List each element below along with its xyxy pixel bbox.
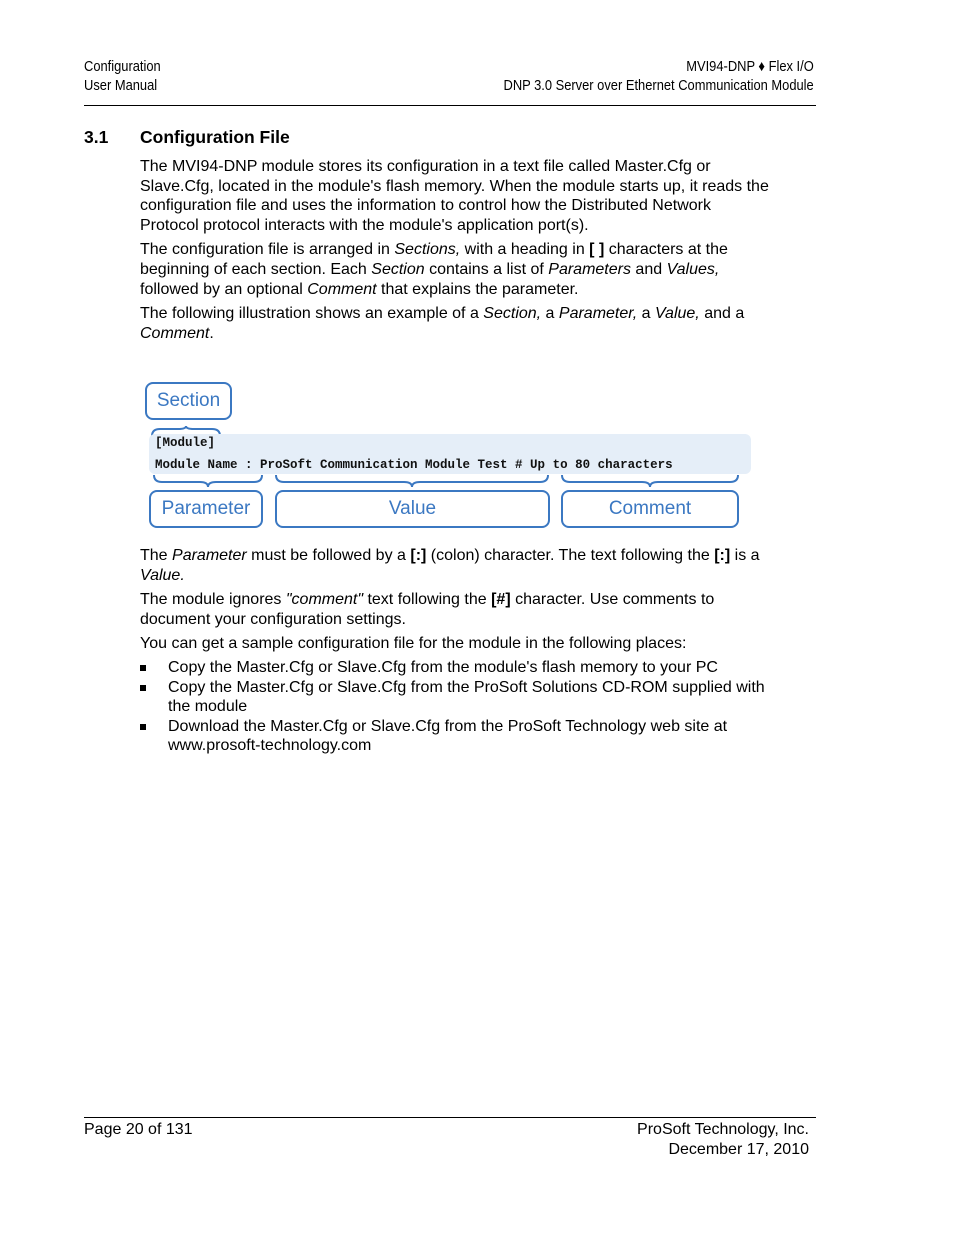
paragraph-1: The MVI94-DNP module stores its configuration in a text file called Master.Cfg or Slave.Cfg, located in the module's flash memory. When the module starts up, it reads the configuration file and uses the information to control how the Distributed Network Protocol protocol interacts with the module's application port(s). [140, 158, 769, 234]
config-line-section: [Module] [155, 436, 216, 450]
details-text [140, 546, 770, 756]
bullet-icon [140, 724, 146, 730]
parameter-brace [152, 474, 264, 488]
intro-text [140, 157, 770, 348]
paragraph-5: The module ignores "comment" text following the [#] character. Use comments to document your configuration settings. [140, 591, 715, 628]
header-rule [84, 105, 816, 106]
list-item: Download the Master.Cfg or Slave.Cfg from the ProSoft Technology web site at www.prosoft-technology.com [140, 717, 770, 756]
header-chapter: Configuration [84, 58, 161, 75]
footer-date: December 17, 2010 [668, 1140, 809, 1158]
parameter-label-box [149, 490, 263, 528]
paragraph-6: You can get a sample configuration file for the module in the following places: [140, 635, 687, 653]
value-label: Value [388, 498, 437, 519]
comment-brace [560, 474, 740, 488]
section-label: Section [156, 390, 221, 411]
parameter-label: Parameter [161, 498, 251, 519]
bullet-icon [140, 685, 146, 691]
list-item: Copy the Master.Cfg or Slave.Cfg from the ProSoft Solutions CD-ROM supplied with the module [140, 678, 770, 717]
section-title: Configuration File [140, 127, 290, 147]
header-product-desc: DNP 3.0 Server over Ethernet Communication Module [503, 77, 814, 94]
header-doc-type: User Manual [84, 77, 158, 94]
section-label-box [145, 382, 232, 420]
config-line-parameter: Module Name : ProSoft Communication Module Test # Up to 80 characters [155, 458, 673, 472]
comment-label-box [561, 490, 739, 528]
value-label-box [275, 490, 550, 528]
config-file-diagram [140, 378, 760, 538]
header-product: MVI94-DNP ♦ Flex I/O [686, 58, 814, 75]
page-number: Page 20 of 131 [84, 1121, 193, 1138]
bullet-icon [140, 665, 146, 671]
footer-company: ProSoft Technology, Inc. [637, 1121, 809, 1138]
footer-rule [84, 1117, 816, 1118]
paragraph-3: The following illustration shows an example of a Section, a Parameter, a Value, and a Comment. [140, 305, 745, 342]
paragraph-2: The configuration file is arranged in Sections, with a heading in [ ] characters at the beginning of each section. Each Section contains a list of Parameters and Values, followed by an optional Comment that explains the parameter. [140, 241, 728, 298]
value-brace [274, 474, 550, 488]
comment-label: Comment [608, 498, 692, 519]
footer-right [637, 1120, 809, 1159]
paragraph-4: The Parameter must be followed by a [:] (colon) character. The text following the [:] is a Value. [140, 547, 760, 584]
header-left [84, 57, 161, 95]
list-item: Copy the Master.Cfg or Slave.Cfg from the module's flash memory to your PC [140, 658, 770, 678]
header-right [504, 57, 814, 95]
section-number: 3.1 [84, 127, 109, 147]
sample-sources-list [140, 658, 770, 756]
